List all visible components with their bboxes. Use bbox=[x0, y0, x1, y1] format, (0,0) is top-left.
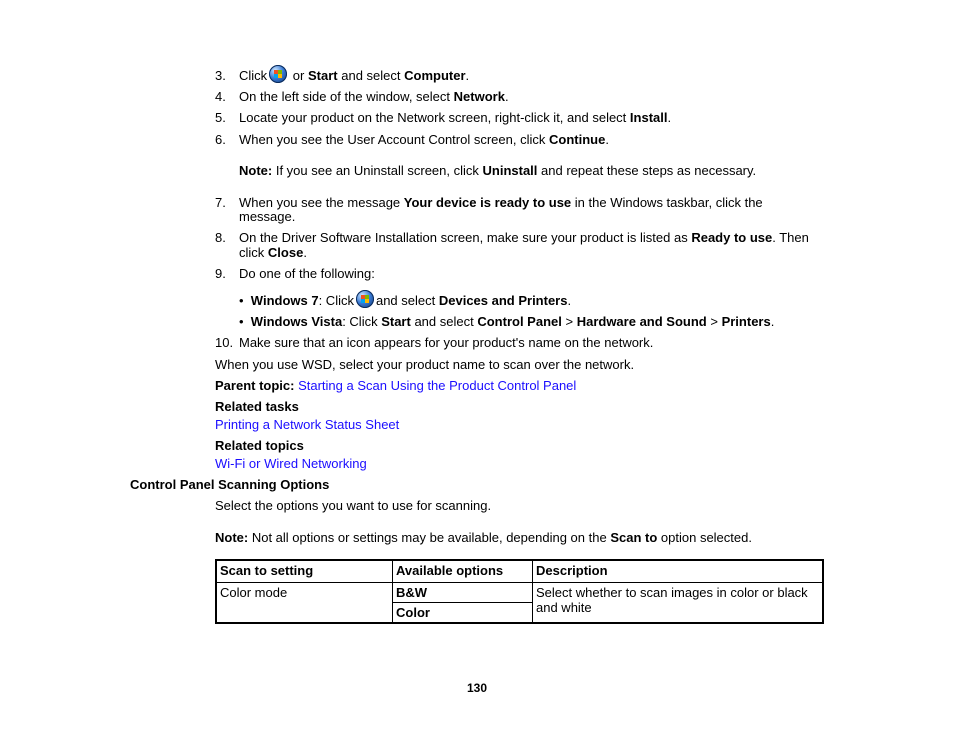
step-3 bbox=[239, 65, 469, 86]
step-text: On the left side of the window, select bbox=[239, 89, 451, 104]
table-cell-description: Select whether to scan images in color or black and white bbox=[533, 583, 824, 624]
note-text: option selected. bbox=[660, 530, 752, 545]
step-7-cont: message. bbox=[239, 209, 296, 224]
wsd-text: When you use WSD, select your product name to scan over the network. bbox=[215, 357, 635, 372]
step-keyword: Continue bbox=[549, 132, 606, 147]
note-uninstall bbox=[239, 163, 756, 178]
step-4 bbox=[239, 89, 509, 104]
bullet-text: and select bbox=[375, 293, 436, 308]
bullet-keyword: Control Panel bbox=[477, 314, 562, 329]
step-keyword: Install bbox=[629, 110, 668, 125]
step-9: Do one of the following: bbox=[239, 266, 375, 281]
bullet-text: : Click bbox=[318, 293, 354, 308]
step-8 bbox=[239, 230, 809, 245]
related-task-link[interactable]: Printing a Network Status Sheet bbox=[215, 417, 400, 432]
table-cell-option: Color bbox=[393, 603, 533, 624]
note-keyword: Uninstall bbox=[482, 163, 538, 178]
bullet-keyword: Start bbox=[381, 314, 411, 329]
punct: . bbox=[465, 68, 470, 83]
table-header: Available options bbox=[393, 560, 533, 583]
note-text: Not all options or settings may be available, depending on the bbox=[251, 530, 607, 545]
note-label: Note: bbox=[215, 530, 249, 545]
punct: . bbox=[770, 314, 775, 329]
step-keyword: Computer bbox=[404, 68, 466, 83]
bullet-marker: • bbox=[239, 293, 244, 308]
related-tasks-heading: Related tasks bbox=[215, 399, 299, 414]
parent-topic bbox=[215, 378, 576, 393]
step-text: Locate your product on the Network screen, right-click it, and select bbox=[239, 110, 627, 125]
step-keyword: Close bbox=[267, 245, 304, 260]
step-keyword: Ready to use bbox=[691, 230, 773, 245]
step-number: 10. bbox=[215, 335, 234, 350]
punct: . bbox=[303, 245, 307, 260]
note-label: Note: bbox=[239, 163, 273, 178]
step-text: and select bbox=[341, 68, 401, 83]
bullet-keyword: Hardware and Sound bbox=[576, 314, 707, 329]
step-5 bbox=[239, 110, 671, 125]
bullet-text: and select bbox=[414, 314, 474, 329]
bullet-keyword: Printers bbox=[721, 314, 771, 329]
windows-start-icon bbox=[356, 290, 374, 308]
table-row bbox=[216, 583, 823, 603]
table-header-row bbox=[216, 560, 823, 583]
step-keyword: Start bbox=[307, 68, 338, 83]
table-header: Description bbox=[533, 560, 824, 583]
section-intro: Select the options you want to use for scanning. bbox=[215, 498, 492, 513]
page-number: 130 bbox=[466, 681, 488, 695]
note-options bbox=[215, 530, 752, 545]
windows-start-icon bbox=[269, 65, 287, 83]
section-heading: Control Panel Scanning Options bbox=[130, 477, 330, 492]
step-number: 5. bbox=[215, 110, 226, 125]
bullet-text: : Click bbox=[342, 314, 378, 329]
bullet-keyword: Windows 7 bbox=[250, 293, 319, 308]
note-text: and repeat these steps as necessary. bbox=[541, 163, 757, 178]
punct: . bbox=[504, 89, 509, 104]
step-text: or bbox=[292, 68, 305, 83]
punct: . bbox=[567, 293, 572, 308]
bullet-marker: • bbox=[239, 314, 244, 329]
related-topic-link[interactable]: Wi-Fi or Wired Networking bbox=[215, 456, 367, 471]
table-header: Scan to setting bbox=[216, 560, 393, 583]
parent-topic-label: Parent topic: bbox=[215, 378, 295, 393]
bullet-windows-7 bbox=[239, 290, 571, 311]
bullet-text: > bbox=[710, 314, 718, 329]
step-number: 4. bbox=[215, 89, 226, 104]
bullet-windows-vista bbox=[239, 314, 774, 329]
bullet-keyword: Windows Vista bbox=[250, 314, 343, 329]
note-text: If you see an Uninstall screen, click bbox=[275, 163, 479, 178]
step-10: Make sure that an icon appears for your product's name on the network. bbox=[239, 335, 654, 350]
step-8-cont bbox=[239, 245, 307, 260]
step-keyword: Your device is ready to use bbox=[403, 195, 572, 210]
step-number: 8. bbox=[215, 230, 226, 245]
step-text: On the Driver Software Installation screen, make sure your product is listed as bbox=[239, 230, 688, 245]
related-topics-heading: Related topics bbox=[215, 438, 304, 453]
step-keyword: Network bbox=[453, 89, 505, 104]
step-6 bbox=[239, 132, 609, 147]
step-text: . Then bbox=[772, 230, 809, 245]
note-keyword: Scan to bbox=[610, 530, 658, 545]
punct: . bbox=[605, 132, 609, 147]
table-cell-option: B&W bbox=[393, 583, 533, 603]
step-text: click bbox=[239, 245, 265, 260]
table-cell-setting: Color mode bbox=[216, 583, 393, 624]
step-number: 3. bbox=[215, 68, 226, 83]
step-text: When you see the message bbox=[239, 195, 401, 210]
parent-topic-link[interactable]: Starting a Scan Using the Product Control Panel bbox=[298, 378, 577, 393]
step-text: in the Windows taskbar, click the bbox=[574, 195, 763, 210]
step-text: Click bbox=[239, 68, 268, 83]
bullet-text: > bbox=[565, 314, 574, 329]
punct: . bbox=[667, 110, 672, 125]
step-text: When you see the User Account Control screen, click bbox=[239, 132, 546, 147]
scan-options-table bbox=[215, 559, 824, 624]
bullet-keyword: Devices and Printers bbox=[438, 293, 568, 308]
step-number: 6. bbox=[215, 132, 226, 147]
step-7 bbox=[239, 195, 763, 210]
step-number: 9. bbox=[215, 266, 226, 281]
step-number: 7. bbox=[215, 195, 226, 210]
